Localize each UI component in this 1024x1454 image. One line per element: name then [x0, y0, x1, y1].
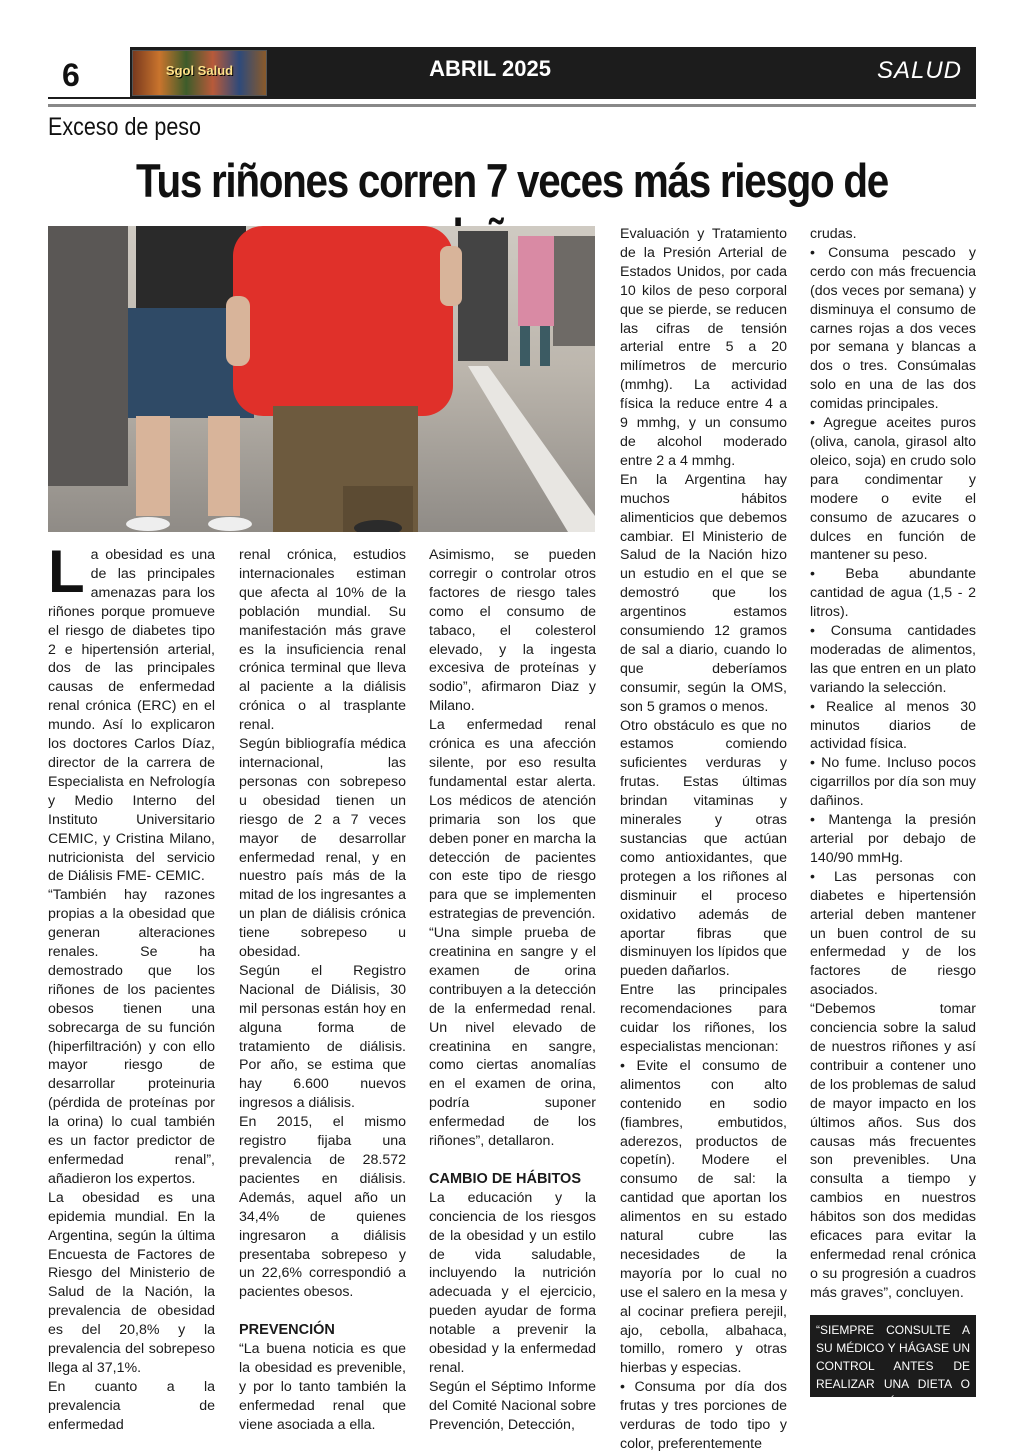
spacer	[239, 1302, 406, 1321]
body-paragraph: “Debemos tomar conciencia sobre la salud de nuestros riñones y así contribuir a contener uno de los problemas de salud de mayor impacto en los últimos años. Sus dos causas más frecuentes son prevenibles. Una consulta a tiempo y cambios en nuestros hábitos son dos medidas eficaces para evitar la enfermedad renal crónica o su progresión a cuadros más graves”, concluyen.	[810, 1001, 976, 1301]
list-item: • Consuma por día dos frutas y tres porciones de verduras de todo tipo y color, preferentemente	[620, 1379, 787, 1452]
list-item: • Consuma cantidades moderadas de alimentos, las que entren en un plato variando la selección.	[810, 623, 976, 696]
body-paragraph: En 2015, el mismo registro fijaba una prevalencia de 28.572 pacientes en diálisis. Además, aquel año un 34,4% de quienes ingresaron a diálisis presentaba sobrepeso y un 22,6% correspondió a pacientes obesos.	[239, 1114, 406, 1301]
article-title: Tus riñones corren 7 veces más riesgo de	[136, 154, 888, 207]
body-paragraph: Asimismo, se pueden corregir o controlar otros factores de riesgo tales como el consumo de tabaco, el colesterol elevado, y la ingesta excesiva de proteínas y sodio”, afirmaron Diaz y Milano.	[429, 547, 596, 715]
body-paragraph: En la Argentina hay muchos hábitos alimenticios que debemos cambiar. El Ministerio de Salud de la Nación hizo un estudio en el que se demostró que los argentinos estamos consumiendo 12 gramos de sal a diario, cuando lo que deberíamos consumir, según la OMS, son 5 gramos o menos.	[620, 471, 787, 715]
header-divider	[48, 104, 976, 107]
article-kicker: Exceso de peso	[48, 113, 201, 141]
body-paragraph: crudas.	[810, 226, 857, 242]
subheading-prevencion: PREVENCIÓN	[239, 1322, 335, 1339]
body-paragraph: Según el Séptimo Informe del Comité Nacional sobre Prevención, Detección,	[429, 1378, 596, 1433]
list-item: • Evite el consumo de alimentos con alto contenido en sodio (fiambres, embutidos, aderezos, productos de copetín). Modere el consumo de sal: la cantidad que aportan los alimentos en su estado natural cubre las necesidades de la mayoría por lo cual no use el salero en la mesa y al cocinar prefiera perejil, ajo, cebolla, albahaca, tomillo, romero y otras hierbas y especias.	[620, 1057, 787, 1377]
photo-illustration	[48, 226, 595, 532]
list-item: • No fume. Incluso pocos cigarrillos por día son muy dañinos.	[810, 755, 976, 810]
list-item: • Consuma pescado y cerdo con más frecuencia (dos veces por semana) y disminuya el consumo de carnes rojas a dos veces por semana y blancas a dos o tres. Consúmalas solo en una de las dos comidas principales.	[810, 244, 976, 413]
spacer	[429, 1151, 596, 1170]
body-paragraph: “También hay razones propias a la obesidad que generan alteraciones renales. Se ha demostrado que los riñones de los pacientes obesos tienen una sobrecarga de su función (hiperfiltración) y con ello mayor riesgo de desarrollar proteinuria (pérdida de proteínas por la orina) lo cual también es un factor predictor de enfermedad renal”, añadieron los expertos.	[48, 887, 215, 1187]
list-item: • Realice al menos 30 minutos diarios de actividad física.	[810, 698, 976, 753]
issue-date: ABRIL 2025	[429, 56, 551, 81]
article-column-3	[429, 546, 596, 1435]
body-paragraph: Evaluación y Tratamiento de la Presión Arterial de Estados Unidos, por cada 10 kilos de peso corporal que se pierde, se reducen las cifras de tensión arterial entre 5 a 20 milímetros de mercurio (mmhg). La actividad física la reduce entre 4 a 9 mmhg, y un consumo de alcohol moderado entre 2 a 4 mmhg.	[620, 226, 787, 469]
article-column-2	[239, 546, 406, 1435]
body-paragraph: “La buena noticia es que la obesidad es prevenible, y por lo tanto también la enfermedad renal que viene asociada a ella.	[239, 1341, 406, 1433]
list-item: • Mantenga la presión arterial por debajo de 140/90 mmHg.	[810, 812, 976, 866]
body-paragraph: La obesidad es una epidemia mundial. En la Argentina, según la última Encuesta de Factores de Riesgo del Ministerio de Salud de la Nación, la prevalencia de obesidad es del 20,8% y la prevalencia del sobrepeso llega al 37,1%.	[48, 1189, 215, 1376]
body-paragraph: Entre las principales recomendaciones para cuidar los riñones, los especialistas mencionan:	[620, 982, 787, 1055]
article-photo	[48, 226, 595, 532]
list-item: • Las personas con diabetes e hipertensión arterial deben mantener un buen control de su enfermedad y de los factores de riesgo asociados.	[810, 868, 976, 999]
drop-cap: L	[48, 538, 85, 605]
body-paragraph: La enfermedad renal crónica es una afección silente, por eso resulta fundamental estar alerta. Los médicos de atención primaria son los que deben poner en marcha la detección de pacientes con este tipo de riesgo para que se implementen estrategias de prevención.	[429, 717, 596, 923]
body-paragraph: Según bibliografía médica internacional, las personas con sobrepeso u obesidad tienen un riesgo de 2 a 7 veces mayor de desarrollar enfermedad renal, y en nuestro país más de la mitad de los ingresantes a un plan de diálisis crónica tiene sobrepeso u obesidad.	[239, 736, 406, 961]
subheading-cambio-habitos: CAMBIO DE HÁBITOS	[429, 1170, 581, 1187]
body-paragraph: La obesidad es una de las principales amenazas para los riñones porque promueve el riesgo de diabetes tipo 2 e hipertensión arterial, dos de las principales causas de enfermedad renal crónica (ERC) en el mundo. Así lo explicaron los doctores Carlos Díaz, director de la carrera de Especialista en Nefrología y Medio Interno del Instituto Universitario CEMIC, y Cristina Milano, nutricionista del servicio de Diálisis FME- CEMIC.	[48, 538, 215, 885]
publication-logo	[132, 50, 267, 96]
logo-text: Sgol Salud	[165, 63, 234, 78]
list-item: • Agregue aceites puros (oliva, canola, girasol alto oleico, soja) en crudo solo para condimentar y modere o evite el consumo de azucares o dulces en función de mantener su peso.	[810, 415, 976, 564]
page-number: 6	[48, 47, 130, 99]
list-item: • Beba abundante cantidad de agua (1,5 - 2 litros).	[810, 566, 976, 621]
body-paragraph: En cuanto a la prevalencia de enfermedad	[48, 1378, 215, 1433]
body-paragraph: “Una simple prueba de creatinina en sangre y el examen de orina contribuyen a la detección de la enfermedad renal. Un nivel elevado de creatinina en sangre, como ciertas anomalías en el examen de orina, podría suponer enfermedad de los riñones”, detallaron.	[429, 925, 596, 1150]
body-paragraph: La educación y la conciencia de los riesgos de la obesidad y un estilo de vida saludable, incluyendo la nutrición adecuada y el ejercicio, pueden ayudar de forma notable a prevenir la obesidad y la enfermedad renal.	[429, 1189, 596, 1376]
callout-box: “SIEMPRE CONSULTE A SU MÉDICO Y HÁGASE UN CONTROL ANTES DE REALIZAR UNA DIETA O ACTIVIDAD FÍSICA”	[810, 1315, 976, 1397]
article-column-4	[620, 225, 787, 1454]
section-name: SALUD	[876, 57, 962, 84]
article-column-5	[810, 225, 976, 1303]
article-column-1	[48, 538, 215, 1435]
body-paragraph: Según el Registro Nacional de Diálisis, 30 mil personas están hoy en alguna forma de tratamiento de diálisis. Por año, se estima que hay 6.600 nuevos ingresos a diálisis.	[239, 962, 406, 1112]
body-paragraph: Otro obstáculo es que no estamos comiendo suficientes verduras y frutas. Estas últimas brindan vitaminas y minerales y otras sustancias que actúan como antioxidantes, que protegen a los riñones al disminuir el proceso oxidativo además de aportar fibras que disminuyen los lípidos que pueden dañarlos.	[620, 717, 787, 980]
body-paragraph: renal crónica, estudios internacionales estiman que afecta al 10% de la población mundial. Su manifestación más grave es la insuficiencia renal crónica terminal que lleva al paciente a la diálisis crónica o al trasplante renal.	[239, 547, 406, 734]
